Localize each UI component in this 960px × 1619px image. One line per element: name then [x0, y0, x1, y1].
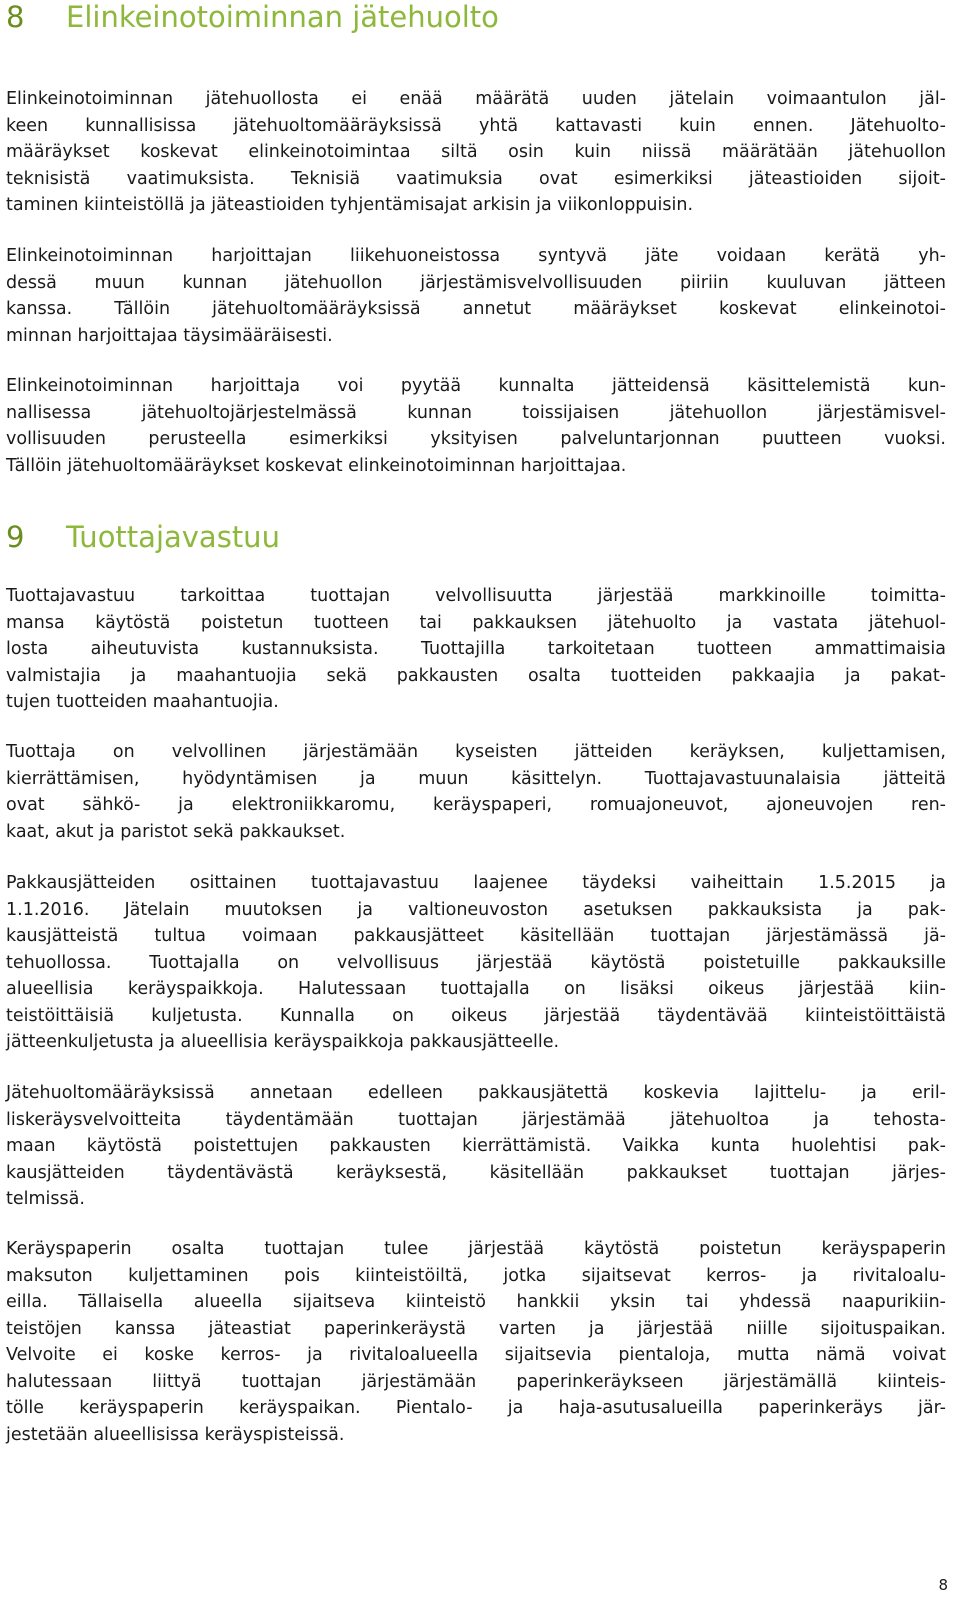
text-line: Elinkeinotoiminnan harjoittajan liikehuoneistossa syntyvä jäte voidaan kerätä yh-	[6, 246, 946, 266]
text-line: dessä muun kunnan jätehuollon järjestämisvelvollisuuden piiriin kuuluvan jätteen	[6, 272, 946, 293]
section-9-paragraph-1	[6, 583, 946, 716]
text-line: halutessaan liittyä tuottajan järjestämään paperinkeräykseen järjestämällä kiinteis-	[6, 1371, 946, 1392]
text-line: jestetään alueellisissa keräyspisteissä.	[6, 1424, 345, 1445]
text-line: taminen kiinteistöllä ja jäteastioiden tyhjentämisajat arkisin ja viikonloppuisin.	[6, 195, 694, 215]
section-9-heading	[6, 520, 280, 554]
text-line: Elinkeinotoiminnan harjoittaja voi pyytää kunnalta jätteidensä käsittelemistä kun-	[6, 376, 946, 396]
section-8-paragraph-1	[6, 86, 946, 219]
text-line: valmistajia ja maahantuojia sekä pakkausten osalta tuotteiden pakkaajia ja pakat-	[6, 665, 946, 686]
text-line: 1.1.2016. Jätelain muutoksen ja valtioneuvoston asetuksen pakkauksista ja pak-	[6, 899, 946, 920]
section-9-paragraph-3	[6, 870, 946, 1056]
section-9-number: 9	[6, 520, 25, 554]
text-line: tölle keräyspaperin keräyspaikan. Pientalo- ja haja-asutusalueilla paperinkeräys jär-	[6, 1398, 946, 1418]
text-line: eilla. Tällaisella alueella sijaitseva kiinteistö hankkii yksin tai yhdessä naapurikiin-	[6, 1292, 946, 1312]
text-line: jätteenkuljetusta ja alueellisia keräyspaikkoja pakkausjätteelle.	[6, 1032, 560, 1052]
section-8-paragraph-2	[6, 243, 946, 349]
text-line: tehuollossa. Tuottajalla on velvollisuus järjestää käytöstä poistetuille pakkauksille	[6, 952, 946, 973]
text-line: liskeräysvelvoitteita täydentämään tuottajan järjestämää jätehuoltoa ja tehosta-	[6, 1109, 946, 1130]
text-line: keen kunnallisissa jätehuoltomääräyksissä yhtä kattavasti kuin ennen. Jätehuolto-	[6, 115, 946, 136]
text-line: kausjätteistä tultua voimaan pakkausjätteet käsitellään tuottajan järjestämässä jä-	[6, 926, 946, 946]
section-9-paragraph-4	[6, 1080, 946, 1213]
page-number: 8	[938, 1576, 948, 1594]
text-line: määräykset koskevat elinkeinotoimintaa siltä osin kuin niissä määrätään jätehuollon	[6, 142, 946, 162]
section-9-paragraph-2	[6, 739, 946, 845]
text-line: Tällöin jätehuoltomääräykset koskevat elinkeinotoiminnan harjoittajaa.	[6, 455, 627, 476]
text-line: losta aiheutuvista kustannuksista. Tuottajilla tarkoitetaan tuotteen ammattimaisia	[6, 639, 946, 659]
text-line: minnan harjoittajaa täysimääräisesti.	[6, 325, 333, 346]
text-line: telmissä.	[6, 1189, 85, 1209]
text-line: teistöjen kanssa jäteastiat paperinkeräystä varten ja järjestää niille sijoituspaikan.	[6, 1318, 946, 1339]
text-line: maan käytöstä poistettujen pakkausten kierrättämistä. Vaikka kunta huolehtisi pak-	[6, 1136, 946, 1156]
text-line: teistöittäisiä kuljetusta. Kunnalla on oikeus järjestää täydentävää kiinteistöittäistä	[6, 1005, 946, 1026]
text-line: kaat, akut ja paristot sekä pakkaukset.	[6, 821, 346, 842]
text-line: Velvoite ei koske kerros- ja rivitaloalueella sijaitsevia pientaloja, mutta nämä voivat	[6, 1345, 946, 1365]
section-8-number: 8	[6, 0, 25, 34]
text-line: ovat sähkö- ja elektroniikkaromu, keräyspaperi, romuajoneuvot, ajoneuvojen ren-	[6, 795, 946, 815]
text-line: Tuottajavastuu tarkoittaa tuottajan velvollisuutta järjestää markkinoille toimitta-	[6, 586, 946, 606]
text-line: Elinkeinotoiminnan jätehuollosta ei enää määrätä uuden jätelain voimaantulon jäl-	[6, 89, 946, 109]
text-line: nallisessa jätehuoltojärjestelmässä kunnan toissijaisen jätehuollon järjestämisvel-	[6, 402, 946, 423]
text-line: alueellisia keräyspaikkoja. Halutessaan tuottajalla on lisäksi oikeus järjestää kiin-	[6, 979, 946, 999]
text-line: teknisistä vaatimuksista. Teknisiä vaatimuksia ovat esimerkiksi jäteastioiden sijoit-	[6, 168, 946, 189]
text-line: Jätehuoltomääräyksissä annetaan edelleen pakkausjätettä koskevia lajittelu- ja eril-	[6, 1083, 946, 1103]
text-line: kausjätteiden täydentävästä keräyksestä, käsitellään pakkaukset tuottajan järjes-	[6, 1162, 946, 1183]
text-line: Keräyspaperin osalta tuottajan tulee järjestää käytöstä poistetun keräyspaperin	[6, 1239, 946, 1259]
text-line: kierrättämisen, hyödyntämisen ja muun käsittelyn. Tuottajavastuunalaisia jätteitä	[6, 768, 946, 789]
section-8-heading	[6, 0, 499, 34]
section-9-paragraph-5	[6, 1236, 946, 1448]
section-8-title: Elinkeinotoiminnan jätehuolto	[66, 0, 499, 34]
text-line: Tuottaja on velvollinen järjestämään kyseisten jätteiden keräyksen, kuljettamisen,	[6, 742, 946, 762]
text-line: maksuton kuljettaminen pois kiinteistöiltä, jotka sijaitsevat kerros- ja rivitaloalu-	[6, 1265, 946, 1286]
section-9-title: Tuottajavastuu	[66, 520, 280, 554]
section-8-paragraph-3	[6, 373, 946, 479]
text-line: tujen tuotteiden maahantuojia.	[6, 692, 279, 712]
text-line: Pakkausjätteiden osittainen tuottajavastuu laajenee täydeksi vaiheittain 1.5.2015 ja	[6, 873, 946, 893]
text-line: kanssa. Tällöin jätehuoltomääräyksissä annetut määräykset koskevat elinkeinotoi-	[6, 299, 946, 319]
text-line: mansa käytöstä poistetun tuotteen tai pakkauksen jätehuolto ja vastata jätehuol-	[6, 612, 946, 633]
text-line: vollisuuden perusteella esimerkiksi yksityisen palveluntarjonnan puutteen vuoksi.	[6, 429, 946, 449]
